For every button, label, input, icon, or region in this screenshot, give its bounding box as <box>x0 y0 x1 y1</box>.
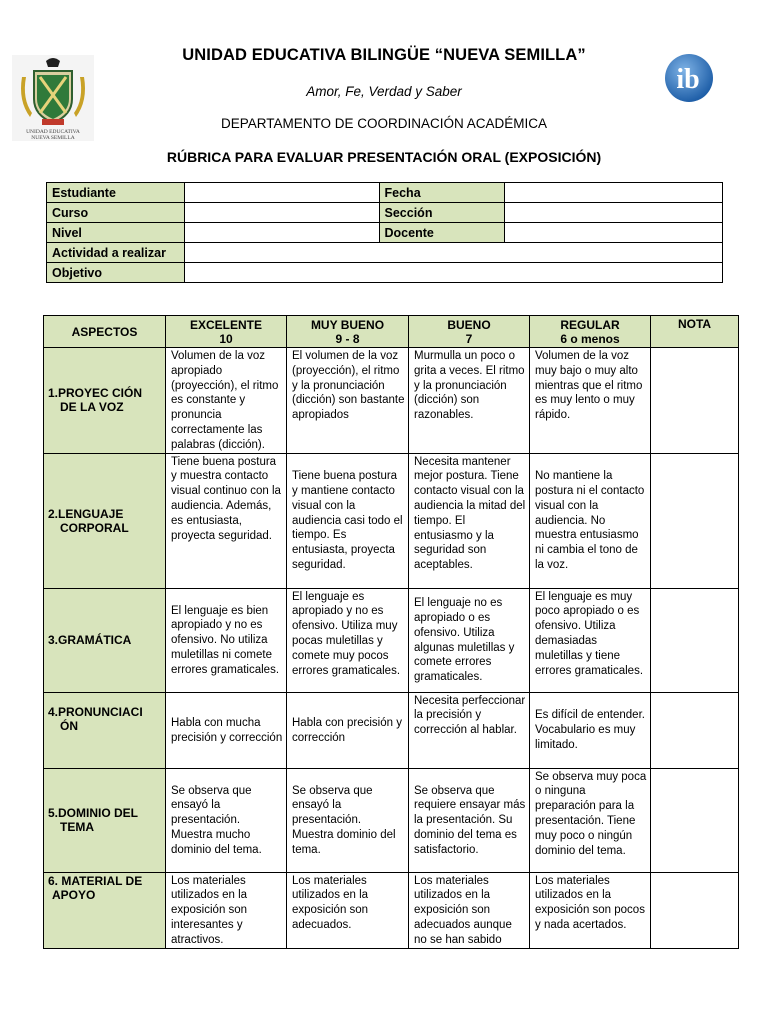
regular-cell: Es difícil de entender. Vocabulario es muy limitado. <box>530 692 651 768</box>
grade-cell[interactable] <box>651 588 739 692</box>
svg-text:NUEVA SEMILLA: NUEVA SEMILLA <box>31 135 75 141</box>
objective-label: Objetivo <box>47 263 185 283</box>
objective-field[interactable] <box>184 263 722 283</box>
info-row <box>47 263 723 283</box>
aspect-cell: 1.PROYEC CIÓN DE LA VOZ <box>44 348 166 454</box>
grade-cell[interactable] <box>651 453 739 588</box>
activity-field[interactable] <box>184 243 722 263</box>
excellent-cell: Se observa que ensayó la presentación. Muestra mucho dominio del tema. <box>166 768 287 872</box>
grade-header: NOTA <box>651 316 739 348</box>
rubric-title: RÚBRICA PARA EVALUAR PRESENTACIÓN ORAL (EXPOSICIÓN) <box>166 149 602 165</box>
rubric-header-row <box>44 316 739 348</box>
activity-label: Actividad a realizar <box>47 243 185 263</box>
very-good-cell: Los materiales utilizados en la exposición son adecuados. <box>287 872 409 948</box>
very-good-header: MUY BUENO 9 - 8 <box>287 316 409 348</box>
grade-cell[interactable] <box>651 872 739 948</box>
very-good-cell: Se observa que ensayó la presentación. Muestra dominio del tema. <box>287 768 409 872</box>
teacher-field[interactable] <box>505 223 723 243</box>
school-name: UNIDAD EDUCATIVA BILINGÜE “NUEVA SEMILLA” <box>182 46 586 64</box>
good-header: BUENO 7 <box>409 316 530 348</box>
student-label: Estudiante <box>47 183 185 203</box>
info-row <box>47 243 723 263</box>
excellent-cell: Volumen de la voz apropiado (proyección), el ritmo es constante y pronuncia correctamente las palabras (dicción). <box>166 348 287 454</box>
good-cell: Necesita mantener mejor postura. Tiene contacto visual con la audiencia la mitad del tiempo. El entusiasmo y la seguridad son aceptables. <box>409 453 530 588</box>
school-motto: Amor, Fe, Verdad y Saber <box>306 84 462 99</box>
regular-cell: Se observa muy poca o ninguna preparación para la presentación. Tiene muy poco o ningún dominio del tema. <box>530 768 651 872</box>
very-good-cell: Tiene buena postura y mantiene contacto visual con la audiencia casi todo el tiempo. Es entusiasta, proyecta seguridad. <box>287 453 409 588</box>
very-good-cell: Habla con precisión y corrección <box>287 692 409 768</box>
level-field[interactable] <box>184 223 379 243</box>
level-label: Nivel <box>47 223 185 243</box>
grade-cell[interactable] <box>651 692 739 768</box>
regular-cell: El lenguaje es muy poco apropiado o es ofensivo. Utiliza demasiadas muletillas y tiene errores gramaticales. <box>530 588 651 692</box>
aspect-cell: 2.LENGUAJE CORPORAL <box>44 453 166 588</box>
excellent-header: EXCELENTE 10 <box>166 316 287 348</box>
course-label: Curso <box>47 203 185 223</box>
regular-cell: No mantiene la postura ni el contacto visual con la audiencia. No muestra entusiasmo ni cambia el tono de la voz. <box>530 453 651 588</box>
aspect-cell: 4.PRONUNCIACI ÓN <box>44 692 166 768</box>
good-cell: El lenguaje no es apropiado o es ofensivo. Utiliza algunas muletillas y comete errores gramaticales. <box>409 588 530 692</box>
section-label: Sección <box>379 203 505 223</box>
good-cell: Murmulla un poco o grita a veces. El ritmo y la pronunciación (dicción) son razonables. <box>409 348 530 454</box>
rubric-row <box>44 348 739 454</box>
excellent-cell: Los materiales utilizados en la exposición son interesantes y atractivos. <box>166 872 287 948</box>
student-info-table <box>46 182 723 283</box>
very-good-cell: El volumen de la voz (proyección), el ritmo y la pronunciación (dicción) son bastante apropiados <box>287 348 409 454</box>
section-field[interactable] <box>505 203 723 223</box>
course-field[interactable] <box>184 203 379 223</box>
excellent-cell: El lenguaje es bien apropiado y no es ofensivo. No utiliza muletillas ni comete errores gramaticales. <box>166 588 287 692</box>
rubric-row <box>44 588 739 692</box>
grade-cell[interactable] <box>651 348 739 454</box>
regular-cell: Volumen de la voz muy bajo o muy alto mientras que el ritmo es muy lento o muy rápido. <box>530 348 651 454</box>
rubric-row <box>44 453 739 588</box>
excellent-cell: Habla con mucha precisión y corrección <box>166 692 287 768</box>
rubric-row <box>44 768 739 872</box>
very-good-cell: El lenguaje es apropiado y no es ofensivo. Utiliza muy pocas muletillas y comete muy pocos errores gramaticales. <box>287 588 409 692</box>
good-cell: Se observa que requiere ensayar más la presentación. Su dominio del tema es satisfactorio. <box>409 768 530 872</box>
good-cell: Los materiales utilizados en la exposición son adecuados aunque no se han sabido <box>409 872 530 948</box>
excellent-cell: Tiene buena postura y muestra contacto visual continuo con la audiencia. Además, es entusiasta, proyecta seguridad. <box>166 453 287 588</box>
department-name: DEPARTAMENTO DE COORDINACIÓN ACADÉMICA <box>220 116 548 131</box>
grade-cell[interactable] <box>651 768 739 872</box>
student-field[interactable] <box>184 183 379 203</box>
info-row <box>47 203 723 223</box>
regular-cell: Los materiales utilizados en la exposición son pocos y nada acertados. <box>530 872 651 948</box>
teacher-label: Docente <box>379 223 505 243</box>
aspect-cell: 6. MATERIAL DE APOYO <box>44 872 166 948</box>
aspect-cell: 3.GRAMÁTICA <box>44 588 166 692</box>
rubric-row <box>44 872 739 948</box>
info-row <box>47 223 723 243</box>
date-label: Fecha <box>379 183 505 203</box>
regular-header: REGULAR 6 o menos <box>530 316 651 348</box>
rubric-row <box>44 692 739 768</box>
rubric-table <box>43 315 739 949</box>
svg-text:ib: ib <box>676 64 700 95</box>
svg-text:UNIDAD EDUCATIVA: UNIDAD EDUCATIVA <box>26 129 80 135</box>
aspect-cell: 5.DOMINIO DEL TEMA <box>44 768 166 872</box>
date-field[interactable] <box>505 183 723 203</box>
good-cell: Necesita perfeccionar la precisión y corrección al hablar. <box>409 692 530 768</box>
aspects-header: ASPECTOS <box>44 316 166 348</box>
info-row <box>47 183 723 203</box>
